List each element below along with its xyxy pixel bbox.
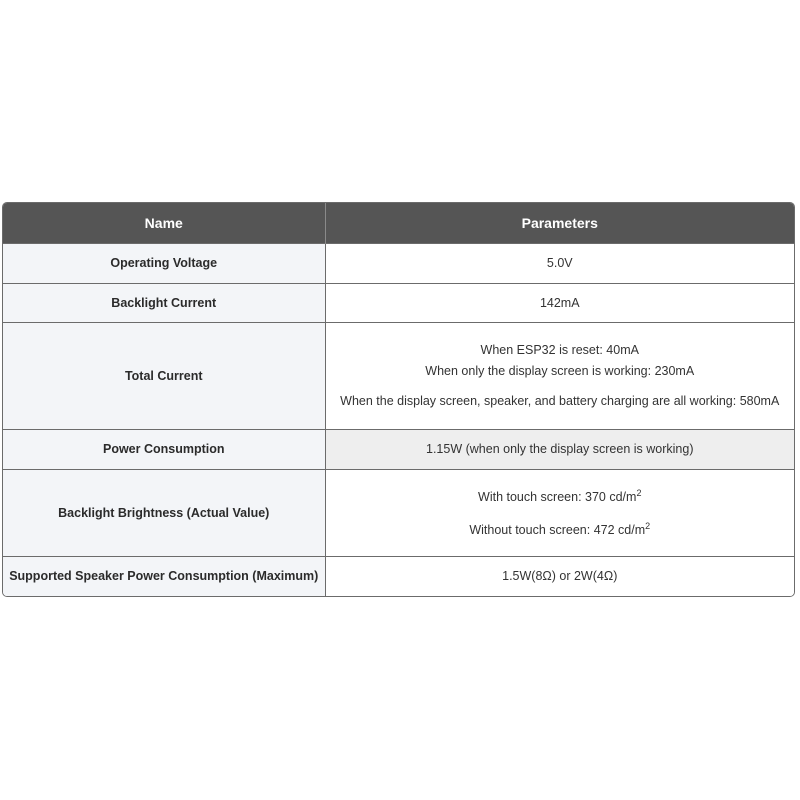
row-name: Operating Voltage — [3, 244, 325, 284]
value-text: With touch screen: 370 cd/m — [478, 490, 637, 505]
table-row-power-consumption — [3, 430, 794, 470]
row-name: Total Current — [3, 323, 325, 430]
value-line — [330, 487, 791, 506]
table-row-operating-voltage — [3, 244, 794, 284]
table-row-backlight-brightness — [3, 470, 794, 557]
row-value-group — [325, 470, 794, 557]
table-row-backlight-current — [3, 284, 794, 323]
table-row-speaker-power — [3, 557, 794, 596]
value-line: When the display screen, speaker, and battery charging are all working: 580mA — [340, 394, 780, 409]
row-value: 142mA — [325, 284, 794, 323]
superscript: 2 — [636, 487, 642, 498]
table-header-row — [3, 203, 794, 244]
row-name: Power Consumption — [3, 430, 325, 470]
value-line — [330, 520, 791, 539]
value-line: When only the display screen is working: 230mA — [425, 363, 695, 378]
header-name: Name — [3, 203, 325, 244]
value-text: Without touch screen: 472 cd/m — [469, 523, 646, 538]
specifications-table — [3, 203, 794, 596]
row-value: 5.0V — [325, 244, 794, 284]
specifications-table-container — [2, 202, 795, 597]
superscript: 2 — [645, 521, 651, 531]
row-value-group — [325, 323, 794, 430]
row-value: 1.5W(8Ω) or 2W(4Ω) — [325, 557, 794, 596]
row-name: Backlight Current — [3, 284, 325, 323]
header-parameters: Parameters — [325, 203, 794, 244]
table-row-total-current — [3, 323, 794, 430]
row-name: Supported Speaker Power Consumption (Maximum) — [3, 557, 325, 596]
row-name: Backlight Brightness (Actual Value) — [3, 470, 325, 557]
value-line: When ESP32 is reset: 40mA — [480, 342, 639, 357]
row-value: 1.15W (when only the display screen is working) — [325, 430, 794, 470]
